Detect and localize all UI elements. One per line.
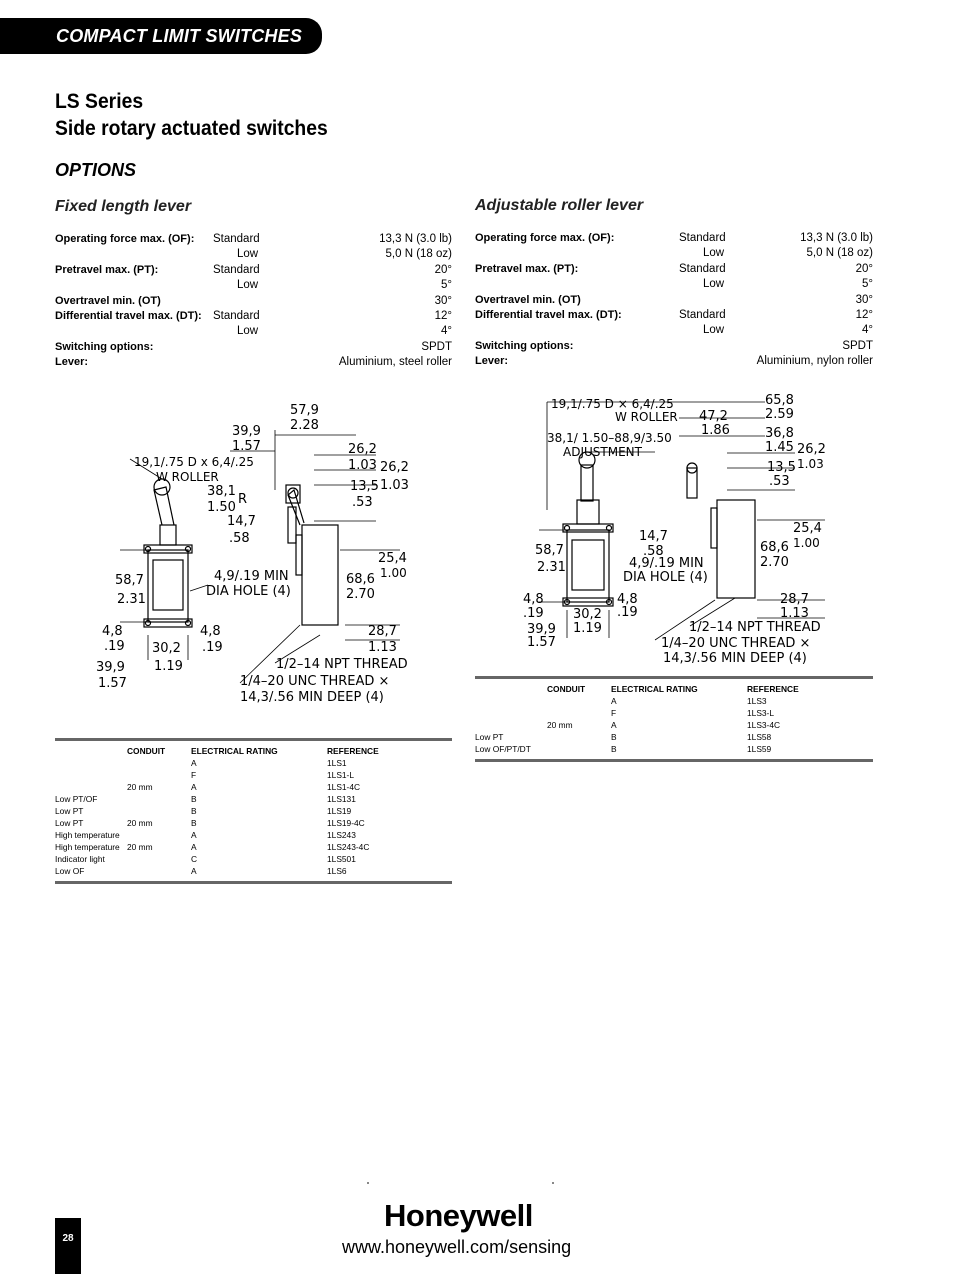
left-dim-1a: 57,9 — [290, 403, 319, 418]
left-dim-3a: 26,2 — [348, 442, 377, 457]
crop-mark — [367, 1182, 369, 1184]
table-header-cell: CONDUIT — [127, 746, 166, 756]
spec-condition: Low — [703, 278, 725, 291]
left-roller-size: 19,1/.75 D x 6,4/.25 — [134, 455, 254, 469]
left-dim-10a: 68,6 — [346, 572, 375, 587]
right-dim-13b: 1.13 — [780, 606, 809, 621]
table-cell: Low PT/OF — [55, 794, 98, 804]
table-header-cell: REFERENCE — [327, 746, 379, 756]
table-cell: B — [191, 794, 197, 804]
table-row — [55, 806, 452, 818]
table-row — [475, 696, 873, 708]
table-row — [55, 842, 452, 854]
left-dim-14a: 30,2 — [152, 641, 181, 656]
table-cell: B — [611, 744, 617, 754]
spec-key: Differential travel max. (DT): — [55, 309, 202, 322]
left-hole-label: DIA HOLE (4) — [206, 584, 291, 599]
table-cell: 1LS243-4C — [327, 842, 370, 852]
spec-key: Lever: — [55, 356, 89, 369]
page-number: 28 — [62, 1233, 74, 1244]
right-dim-7b: .58 — [643, 544, 664, 559]
table-row — [55, 818, 452, 830]
table-cell: 1LS1 — [327, 758, 347, 768]
table-cell: 20 mm — [127, 842, 153, 852]
left-dim-2b: 1.57 — [232, 439, 261, 454]
table-cell: Low PT — [55, 818, 84, 828]
spec-row — [55, 248, 452, 263]
right-dim-9a: 68,6 — [760, 540, 789, 555]
spec-key: Operating force max. (OF): — [475, 232, 615, 244]
right-roller-label: W ROLLER — [615, 410, 678, 424]
spec-value: 5° — [441, 279, 452, 292]
spec-key: Switching options: — [475, 339, 574, 352]
left-unc-label: 1/4–20 UNC THREAD × — [240, 674, 390, 689]
adjustable-lever-dimension-drawing — [515, 390, 845, 675]
table-cell: 1LS1-L — [327, 770, 355, 780]
table-cell: 1LS19 — [327, 806, 352, 816]
table-cell: Indicator light — [55, 854, 105, 864]
right-dim-5a: 13,5 — [767, 460, 796, 475]
left-dim-11b: .19 — [104, 639, 125, 654]
left-dim-6a: 38,1 — [207, 484, 236, 499]
right-dim-3a: 36,8 — [765, 426, 794, 441]
table-row — [55, 854, 452, 866]
left-dim-15b: 1.57 — [98, 676, 127, 691]
left-npt-label: 1/2–14 NPT THREAD — [276, 657, 408, 672]
spec-condition: Standard — [213, 233, 260, 245]
table-cell: 1LS59 — [747, 744, 772, 754]
left-dim-12a: 4,8 — [200, 624, 221, 639]
table-header-row — [475, 684, 873, 696]
spec-value: 30° — [434, 294, 452, 307]
right-dim-10b: .19 — [523, 606, 544, 621]
right-dim-4a: 26,2 — [797, 442, 826, 457]
spec-row — [475, 340, 873, 355]
table-cell: 1LS19-4C — [327, 818, 365, 828]
table-cell: F — [611, 708, 617, 718]
table-cell: A — [191, 842, 197, 852]
spec-row — [475, 324, 873, 339]
left-dim-12b: .19 — [202, 640, 223, 655]
left-dim-6r: R — [238, 492, 248, 507]
table-row — [475, 744, 873, 756]
page-number-tab — [55, 1218, 81, 1274]
right-adjust-label: ADJUSTMENT — [563, 445, 642, 459]
spec-key: Pretravel max. (PT): — [55, 263, 159, 276]
table-header-cell: REFERENCE — [747, 684, 799, 694]
table-cell: B — [191, 806, 197, 816]
right-dim-12b: 1.19 — [573, 621, 602, 636]
spec-value: 4° — [441, 325, 452, 338]
table-row — [55, 830, 452, 842]
table-header-row — [55, 746, 452, 758]
spec-key: Pretravel max. (PT): — [475, 262, 579, 275]
right-dim-11a: 4,8 — [617, 592, 638, 607]
table-header-cell: ELECTRICAL RATING — [191, 746, 278, 756]
right-adjust-range: 38,1/ 1.50–88,9/3.50 — [547, 431, 672, 445]
spec-condition: Low — [237, 279, 259, 292]
right-dim-1b: 2.59 — [765, 407, 794, 422]
table-cell: 1LS1-4C — [327, 782, 361, 792]
spec-condition: Standard — [213, 309, 260, 322]
title-line-1: LS Series — [55, 90, 144, 113]
spec-value: 20° — [855, 262, 873, 275]
banner-title: COMPACT LIMIT SWITCHES — [56, 26, 303, 46]
spec-row — [55, 310, 452, 325]
left-spec-list — [55, 233, 452, 372]
crop-mark — [552, 1182, 554, 1184]
spec-value: SPDT — [842, 339, 873, 352]
spec-row — [475, 355, 873, 370]
spec-value: SPDT — [421, 340, 452, 353]
left-dim-15a: 39,9 — [96, 660, 125, 675]
table-cell: A — [191, 758, 197, 768]
right-hole-label: DIA HOLE (4) — [623, 570, 708, 585]
spec-key: Switching options: — [55, 340, 154, 353]
spec-value: 5,0 N (18 oz) — [806, 247, 873, 260]
spec-value: 30° — [855, 293, 873, 306]
options-heading: OPTIONS — [55, 160, 137, 180]
table-cell: Low OF/PT/DT — [475, 744, 531, 754]
spec-row — [55, 325, 452, 340]
right-spec-list — [475, 232, 873, 371]
left-dim-9b: 2.31 — [117, 592, 146, 607]
left-dim-8b: 1.00 — [380, 566, 407, 580]
right-column-heading: Adjustable roller lever — [475, 197, 644, 214]
spec-value: 13,3 N (3.0 lb) — [379, 233, 452, 245]
spec-key: Lever: — [475, 355, 509, 368]
left-column-heading: Fixed length lever — [55, 198, 192, 215]
right-dim-9b: 2.70 — [760, 555, 789, 570]
table-row — [475, 732, 873, 744]
table-cell: 1LS131 — [327, 794, 356, 804]
footer-url[interactable]: www.honeywell.com/sensing — [342, 1237, 572, 1257]
table-cell: 1LS3-L — [747, 708, 775, 718]
table-cell: High temperature — [55, 842, 120, 852]
spec-row — [55, 295, 452, 310]
spec-value: 4° — [862, 324, 873, 337]
right-unc-label: 1/4–20 UNC THREAD × — [661, 636, 811, 651]
left-dim-10b: 2.70 — [346, 587, 375, 602]
left-dim-7a: 14,7 — [227, 514, 256, 529]
spec-key: Operating force max. (OF): — [55, 233, 195, 245]
table-cell: 1LS3 — [747, 696, 767, 706]
spec-value: 20° — [434, 263, 452, 276]
left-dim-14b: 1.19 — [154, 659, 183, 674]
right-dim-8a: 58,7 — [535, 543, 564, 558]
spec-row — [55, 356, 452, 371]
table-cell: A — [191, 866, 197, 876]
right-hole-size: 4,9/.19 MIN — [629, 556, 704, 571]
spec-key: Differential travel max. (DT): — [475, 308, 622, 321]
spec-condition: Standard — [679, 308, 726, 321]
left-dim-5a: 13,5 — [350, 479, 379, 494]
right-dim-3b: 1.45 — [765, 440, 794, 455]
spec-value: 12° — [855, 308, 873, 321]
left-dim-4a: 26,2 — [380, 460, 409, 475]
right-npt-label: 1/2–14 NPT THREAD — [689, 620, 821, 635]
right-dim-5b: .53 — [769, 474, 790, 489]
spec-value: Aluminium, steel roller — [338, 356, 452, 369]
left-dim-11a: 4,8 — [102, 624, 123, 639]
spec-value: Aluminium, nylon roller — [756, 355, 873, 368]
table-cell: 1LS501 — [327, 854, 356, 864]
spec-row — [475, 294, 873, 309]
table-cell: High temperature — [55, 830, 120, 840]
left-dim-5b: .53 — [352, 495, 373, 510]
right-dim-11b: .19 — [617, 605, 638, 620]
table-cell: B — [191, 818, 197, 828]
spec-row — [475, 263, 873, 278]
section-banner — [0, 18, 322, 54]
table-cell: 1LS58 — [747, 732, 772, 742]
spec-condition: Standard — [679, 262, 726, 275]
spec-row — [475, 278, 873, 293]
right-dim-8b: 2.31 — [537, 560, 566, 575]
spec-value: 5° — [862, 278, 873, 291]
table-cell: A — [191, 782, 197, 792]
spec-condition: Standard — [679, 232, 726, 244]
right-dim-13a: 28,7 — [780, 592, 809, 607]
left-dim-13b: 1.13 — [368, 640, 397, 655]
table-cell: A — [611, 696, 617, 706]
table-cell: C — [191, 854, 198, 864]
left-dim-9a: 58,7 — [115, 573, 144, 588]
table-row — [55, 866, 452, 878]
table-cell: A — [191, 830, 197, 840]
right-dim-4b: 1.03 — [797, 457, 824, 471]
spec-condition: Standard — [213, 263, 260, 276]
table-cell: 1LS243 — [327, 830, 356, 840]
spec-row — [55, 279, 452, 294]
table-cell: 1LS3-4C — [747, 720, 781, 730]
right-dim-1a: 65,8 — [765, 393, 794, 408]
honeywell-logo: Honeywell — [384, 1198, 533, 1233]
left-dim-3b: 1.03 — [348, 458, 377, 473]
table-header-cell: CONDUIT — [547, 684, 586, 694]
right-roller-size: 19,1/.75 D × 6,4/.25 — [551, 397, 674, 411]
spec-value: 5,0 N (18 oz) — [385, 248, 452, 261]
table-cell: A — [611, 720, 617, 730]
table-cell: F — [191, 770, 197, 780]
table-cell: 20 mm — [547, 720, 573, 730]
table-header-cell: ELECTRICAL RATING — [611, 684, 698, 694]
right-dim-12a: 30,2 — [573, 607, 602, 622]
left-reference-table — [55, 738, 452, 884]
table-cell: Low OF — [55, 866, 85, 876]
right-dim-2a: 47,2 — [699, 409, 728, 424]
table-cell: 20 mm — [127, 782, 153, 792]
page-title — [55, 88, 328, 142]
spec-key: Overtravel min. (OT) — [55, 294, 161, 307]
table-row — [55, 758, 452, 770]
right-dim-14b: 1.57 — [527, 635, 556, 650]
spec-condition: Low — [237, 325, 259, 338]
left-dim-13a: 28,7 — [368, 624, 397, 639]
spec-row — [55, 264, 452, 279]
table-cell: 20 mm — [127, 818, 153, 828]
table-row — [55, 770, 452, 782]
right-dim-14a: 39,9 — [527, 622, 556, 637]
spec-value: 12° — [434, 309, 452, 322]
left-dim-8a: 25,4 — [378, 551, 407, 566]
right-dim-6a: 25,4 — [793, 521, 822, 536]
left-dim-4b: 1.03 — [380, 478, 409, 493]
spec-row — [475, 247, 873, 262]
right-unc-depth: 14,3/.56 MIN DEEP (4) — [663, 651, 807, 666]
right-dim-6b: 1.00 — [793, 536, 820, 550]
table-row — [55, 794, 452, 806]
title-line-2: Side rotary actuated switches — [55, 117, 328, 140]
right-dim-2b: 1.86 — [701, 423, 730, 438]
table-row — [55, 782, 452, 794]
left-dim-7b: .58 — [229, 531, 250, 546]
spec-condition: Low — [703, 247, 725, 260]
left-dim-1b: 2.28 — [290, 418, 319, 433]
left-roller-label: W ROLLER — [156, 470, 219, 484]
spec-row — [55, 233, 452, 248]
spec-condition: Low — [703, 324, 725, 337]
right-dim-7a: 14,7 — [639, 529, 668, 544]
table-cell: 1LS6 — [327, 866, 347, 876]
left-dim-6b: 1.50 — [207, 500, 236, 515]
table-cell: Low PT — [475, 732, 504, 742]
spec-row — [475, 309, 873, 324]
spec-row — [475, 232, 873, 247]
spec-row — [55, 341, 452, 356]
spec-value: 13,3 N (3.0 lb) — [800, 232, 873, 244]
fixed-lever-dimension-drawing — [90, 395, 420, 715]
table-cell: Low PT — [55, 806, 84, 816]
table-row — [475, 720, 873, 732]
left-dim-2a: 39,9 — [232, 424, 261, 439]
spec-key: Overtravel min. (OT) — [475, 293, 581, 306]
right-dim-10a: 4,8 — [523, 592, 544, 607]
right-reference-table — [475, 676, 873, 762]
table-cell: B — [611, 732, 617, 742]
spec-condition: Low — [237, 248, 259, 261]
left-unc-depth: 14,3/.56 MIN DEEP (4) — [240, 690, 384, 705]
left-hole-size: 4,9/.19 MIN — [214, 569, 289, 584]
table-row — [475, 708, 873, 720]
